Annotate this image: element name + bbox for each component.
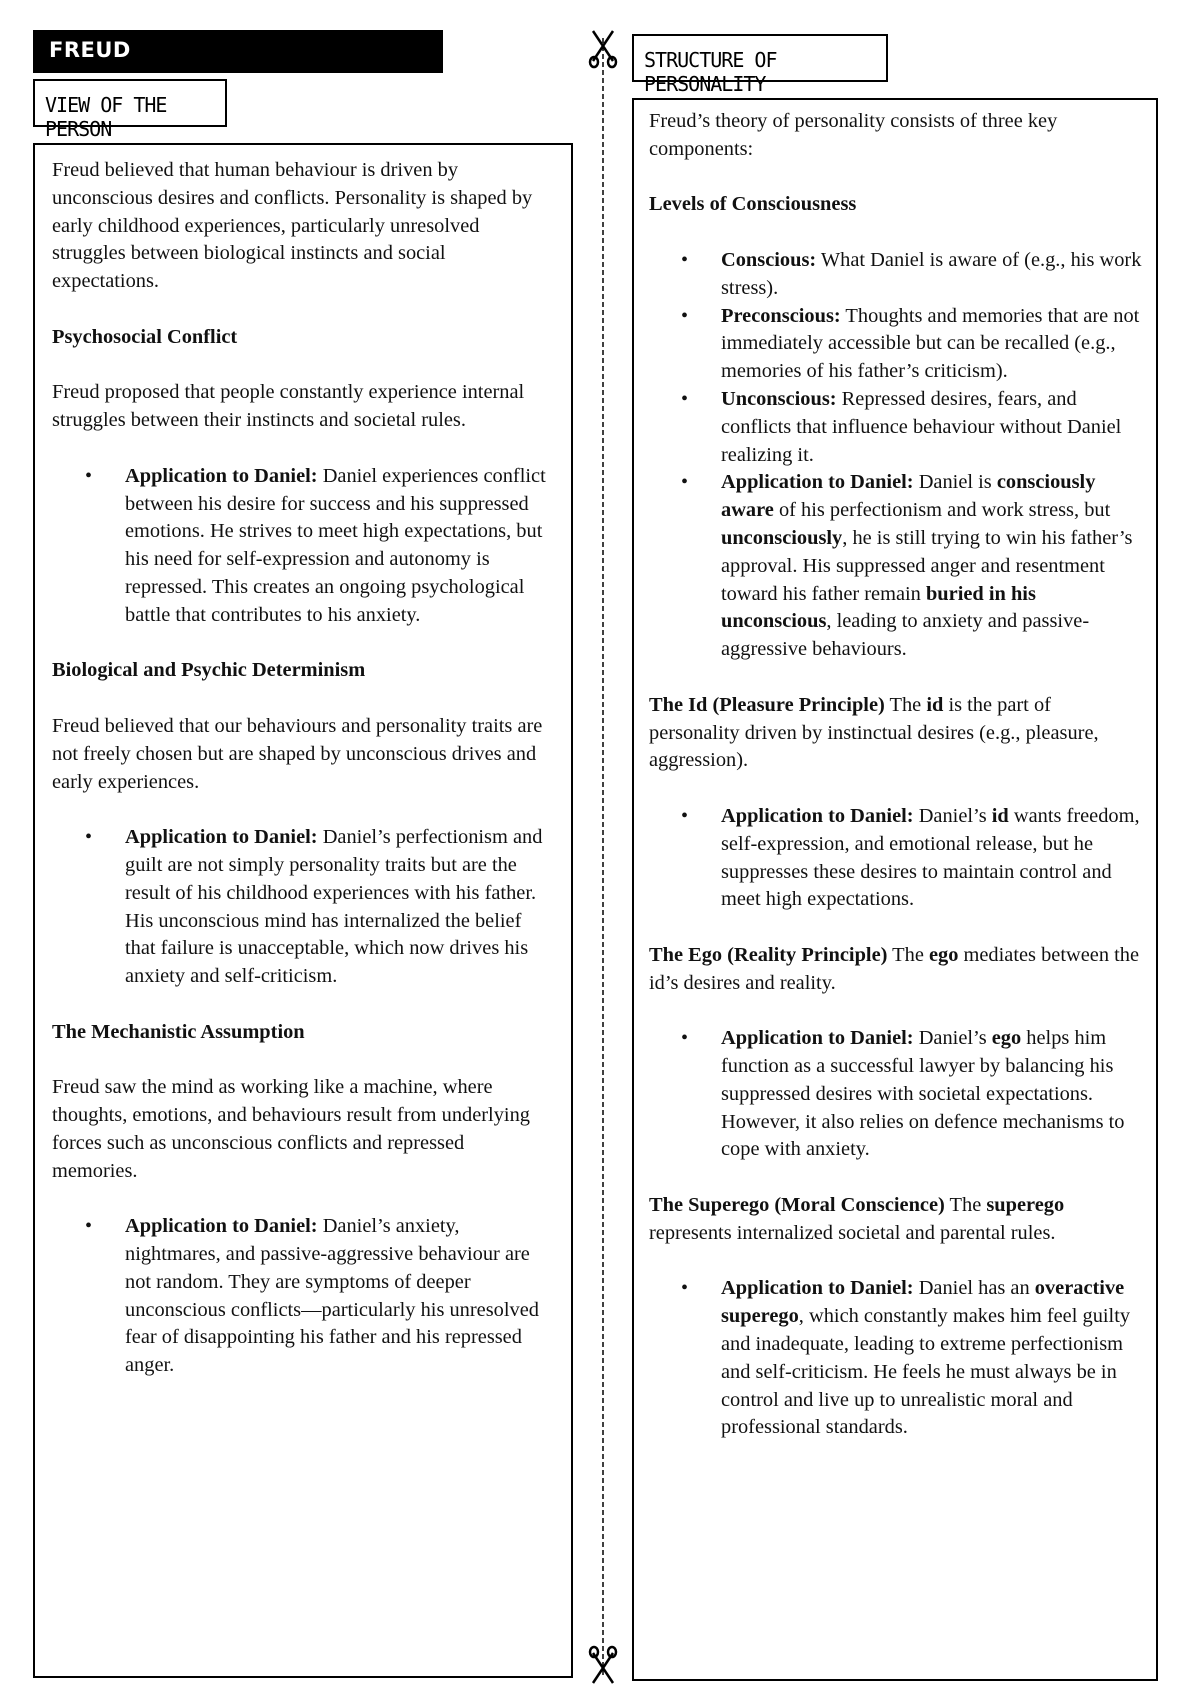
mechanistic-application-list xyxy=(52,1213,553,1380)
list-item xyxy=(125,824,553,991)
superego-application-list xyxy=(649,1275,1142,1442)
cut-line-divider xyxy=(586,28,620,1688)
application-text: Daniel’s xyxy=(913,804,992,827)
ego-application-list xyxy=(649,1025,1142,1164)
application-text: , leading to anxiety and passive-aggressive behaviours. xyxy=(721,610,1090,661)
application-text: Daniel’s xyxy=(913,1027,992,1050)
mechanistic-text: Freud saw the mind as working like a machine, where thoughts, emotions, and behaviours result from underlying forces such as unconscious conflicts and repressed memories. xyxy=(52,1076,530,1182)
conscious-label: Conscious: xyxy=(721,248,817,271)
id-application-list xyxy=(649,803,1142,914)
application-label: Application to Daniel: xyxy=(721,471,914,494)
ego-paragraph xyxy=(649,942,1142,998)
list-item xyxy=(721,1275,1142,1442)
application-text: Daniel’s perfectionism and guilt are not simply personality traits but are the result of his childhood experiences with his father. His unconscious mind has internalized the belief that failure is unacceptable, which now drives his anxiety and self-criticism. xyxy=(125,826,543,988)
application-label: Application to Daniel: xyxy=(125,1215,318,1238)
determinism-application-list xyxy=(52,824,553,991)
application-text: Daniel is xyxy=(913,471,997,494)
emphasis: overactive superego xyxy=(721,1277,1125,1328)
emphasis: unconsciously xyxy=(721,526,843,549)
application-text: Daniel experiences conflict between his desire for success and his suppressed emotions. He strives to meet high expectations, but his need for self-expression and autonomy is repressed. This creates an ongoing psychological battle that contributes to his anxiety. xyxy=(125,464,546,626)
heading-mechanistic: The Mechanistic Assumption xyxy=(52,1020,305,1043)
application-text: , which constantly makes him feel guilty and inadequate, leading to extreme perfectionism and self-criticism. He feels he must always be in control and live up to unrealistic moral and professional standards. xyxy=(721,1305,1131,1439)
section-title-freud: FREUD xyxy=(33,30,443,73)
list-item xyxy=(125,1213,553,1380)
intro-paragraph: Freud believed that human behaviour is driven by unconscious desires and conflicts. Personality is shaped by early childhood experiences, particularly unresolved struggles between biological instincts and social expectations. xyxy=(52,159,533,293)
conscious-text: What Daniel is aware of (e.g., his work stress). xyxy=(721,248,1142,299)
preconscious-text: Thoughts and memories that are not immediately accessible but can be recalled (e.g., memories of his father’s criticism). xyxy=(721,304,1140,383)
unconscious-label: Unconscious: xyxy=(721,387,837,410)
application-label: Application to Daniel: xyxy=(721,1277,914,1300)
application-text: of his perfectionism and work stress, but xyxy=(773,499,1111,522)
emphasis: id xyxy=(991,804,1009,827)
superego-paragraph xyxy=(649,1192,1142,1248)
list-item xyxy=(125,463,553,630)
superego-text: represents internalized societal and parental rules. xyxy=(649,1221,1056,1244)
list-item xyxy=(721,803,1142,914)
application-label: Application to Daniel: xyxy=(125,464,318,487)
application-label: Application to Daniel: xyxy=(721,804,914,827)
heading-id: The Id (Pleasure Principle) xyxy=(649,693,885,716)
list-item xyxy=(721,469,1142,664)
emphasis: ego xyxy=(991,1027,1022,1050)
superego-text: The xyxy=(944,1194,987,1217)
application-text: wants freedom, self-expression, and emotional release, but he suppresses these desires to maintain control and meet high expectations. xyxy=(721,804,1140,911)
application-text: helps him function as a successful lawyer by balancing his suppressed desires with societal expectations. However, it also relies on defence mechanisms to cope with anxiety. xyxy=(721,1027,1125,1161)
emphasis: ego xyxy=(928,943,959,966)
emphasis: consciously aware xyxy=(721,471,1096,522)
id-text: is the part of personality driven by instinctual desires (e.g., pleasure, aggression). xyxy=(649,693,1099,772)
view-of-person-panel xyxy=(33,143,573,1678)
heading-superego: The Superego (Moral Conscience) xyxy=(649,1194,945,1217)
structure-of-personality-label: STRUCTURE OF PERSONALITY xyxy=(632,34,888,82)
heading-psychosocial-conflict: Psychosocial Conflict xyxy=(52,325,238,348)
structure-intro: Freud’s theory of personality consists of three key components: xyxy=(649,110,1058,160)
id-text: The xyxy=(884,693,927,716)
unconscious-text: Repressed desires, fears, and conflicts that influence behaviour without Daniel realizing it. xyxy=(721,387,1122,466)
heading-ego: The Ego (Reality Principle) xyxy=(649,943,888,966)
heading-levels-of-consciousness: Levels of Consciousness xyxy=(649,193,857,216)
emphasis: id xyxy=(926,693,944,716)
emphasis: superego xyxy=(986,1194,1065,1217)
application-text: Daniel has an xyxy=(913,1277,1035,1300)
list-item xyxy=(721,247,1142,303)
ego-text: mediates between the id’s desires and reality. xyxy=(649,943,1140,994)
preconscious-label: Preconscious: xyxy=(721,304,841,327)
application-label: Application to Daniel: xyxy=(125,826,318,849)
list-item xyxy=(721,386,1142,469)
application-label: Application to Daniel: xyxy=(721,1027,914,1050)
ego-text: The xyxy=(887,943,929,966)
structure-of-personality-panel xyxy=(632,98,1158,1681)
heading-determinism: Biological and Psychic Determinism xyxy=(52,659,366,682)
psychosocial-application-list xyxy=(52,463,553,630)
id-paragraph xyxy=(649,692,1142,775)
consciousness-levels-list xyxy=(649,247,1142,664)
list-item xyxy=(721,303,1142,386)
list-item xyxy=(721,1025,1142,1164)
emphasis: buried in his unconscious xyxy=(721,582,1036,633)
view-of-the-person-label: VIEW OF THE PERSON xyxy=(33,79,227,127)
application-text: , he is still trying to win his father’s approval. His suppressed anger and resentment toward his father remain xyxy=(721,526,1133,605)
psychosocial-conflict-text: Freud proposed that people constantly experience internal struggles between their instincts and societal rules. xyxy=(52,381,525,432)
determinism-text: Freud believed that our behaviours and personality traits are not freely chosen but are shaped by unconscious drives and early experiences. xyxy=(52,714,543,793)
application-text: Daniel’s anxiety, nightmares, and passive-aggressive behaviour are not random. They are symptoms of deeper unconscious conflicts—particularly his unresolved fear of disappointing his father and his repressed anger. xyxy=(125,1215,539,1377)
